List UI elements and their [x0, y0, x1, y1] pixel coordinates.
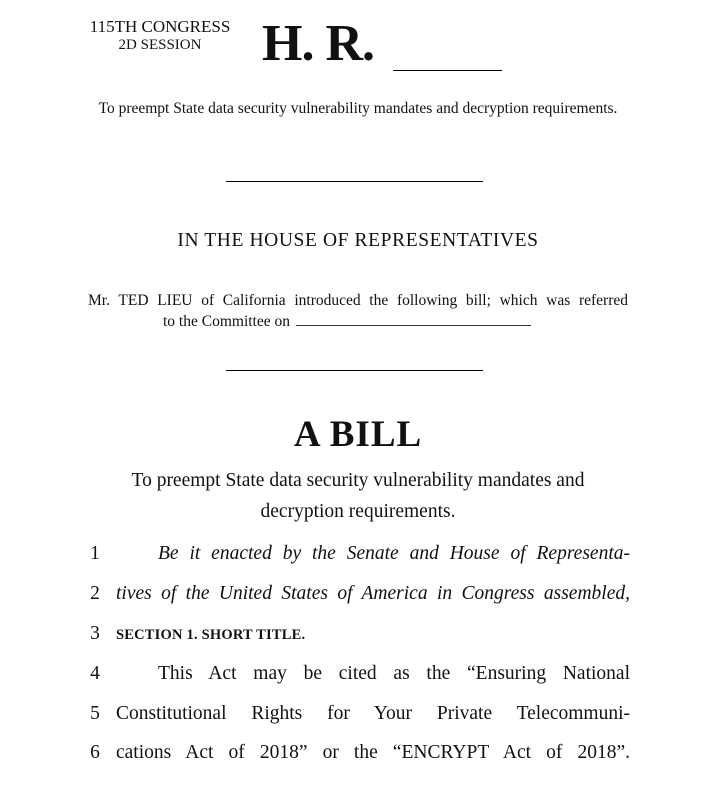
line-number: 1 — [90, 543, 100, 564]
bill-purpose-line-1: To preempt State data security vulnerability mandates and — [131, 470, 585, 491]
bill-number-blank-line — [393, 70, 502, 71]
committee-blank-line — [296, 315, 531, 326]
enacting-clause-line-2: tives of the United States of America in Congress assembled, — [116, 583, 630, 604]
chamber-heading: IN THE HOUSE OF REPRESENTATIVES — [177, 230, 539, 251]
line-number: 3 — [90, 623, 100, 644]
enacting-clause-line-1: Be it enacted by the Senate and House of Representa- — [158, 543, 630, 564]
introduction-line-2 — [163, 312, 531, 332]
committee-referral-text: to the Committee on — [163, 313, 290, 330]
short-title-line-2: Constitutional Rights for Your Private Telecommuni- — [116, 703, 630, 724]
bill-number-title: H. R. — [262, 15, 374, 72]
line-number: 4 — [90, 663, 100, 684]
bill-purpose — [80, 465, 636, 527]
bill-purpose-line-2: decryption requirements. — [260, 501, 456, 522]
line-number: 2 — [90, 583, 100, 604]
line-number: 5 — [90, 703, 100, 724]
short-title-line-1: This Act may be cited as the “Ensuring National — [158, 663, 630, 684]
bill-heading: A BILL — [293, 414, 423, 455]
section-heading-line — [116, 620, 630, 649]
introduction-line-1: Mr. TED LIEU of California introduced the following bill; which was referred — [88, 292, 628, 309]
congress-session-block — [80, 18, 240, 54]
short-title-line-3: cations Act of 2018” or the “ENCRYPT Act of 2018”. — [116, 742, 630, 763]
congress-label: 115TH CONGRESS — [89, 17, 231, 36]
line-number: 6 — [90, 742, 100, 763]
divider-rule — [226, 370, 483, 371]
short-purpose: To preempt State data security vulnerability mandates and decryption requirements. — [98, 100, 618, 117]
section-heading: SECTION 1. SHORT TITLE. — [116, 627, 306, 643]
divider-rule — [226, 181, 483, 182]
session-label: 2D SESSION — [118, 37, 202, 53]
